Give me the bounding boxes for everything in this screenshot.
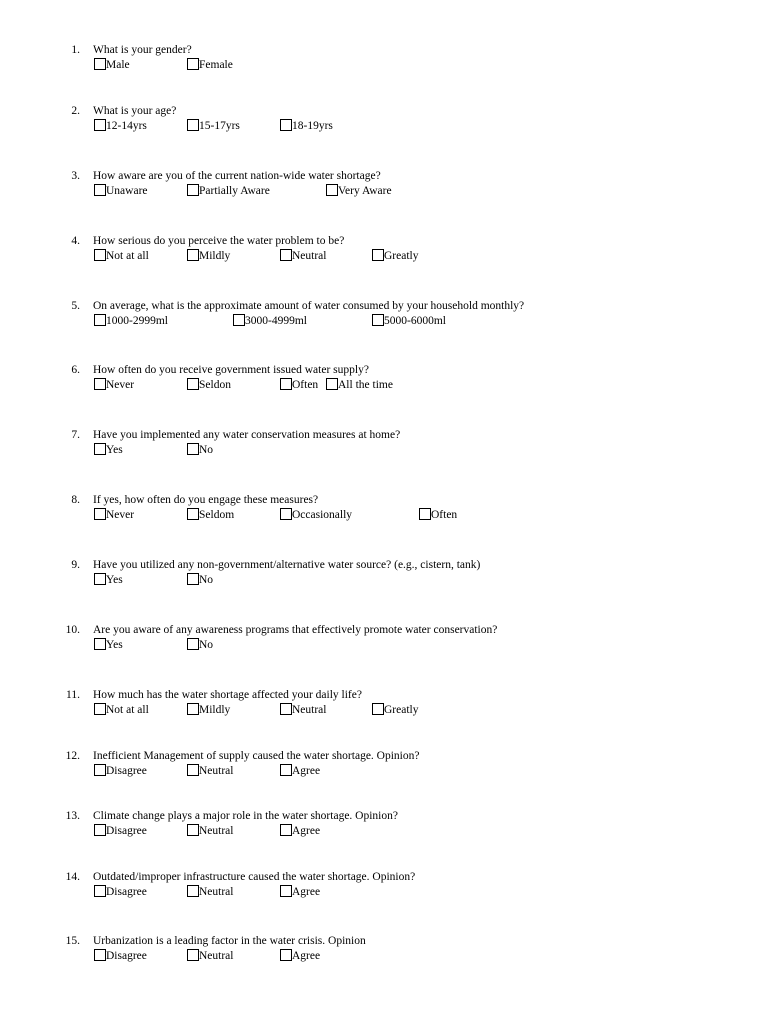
option-label: Disagree (106, 950, 147, 962)
checkbox[interactable] (187, 119, 199, 131)
question-2 (0, 104, 768, 144)
checkbox[interactable] (187, 764, 199, 776)
option-label: Often (292, 379, 319, 391)
checkbox[interactable] (94, 119, 106, 131)
option-11-1[interactable] (94, 703, 149, 718)
question-number: 12. (65, 750, 80, 762)
option-8-4[interactable] (419, 508, 457, 523)
question-4 (0, 234, 768, 274)
question-number: 13. (65, 810, 80, 822)
checkbox[interactable] (326, 378, 338, 390)
question-text: How often do you receive government issued water supply? (93, 364, 369, 376)
checkbox[interactable] (94, 314, 106, 326)
option-11-2[interactable] (187, 703, 230, 718)
option-label: Neutral (199, 950, 234, 962)
checkbox[interactable] (94, 443, 106, 455)
question-text: Have you implemented any water conservation measures at home? (93, 429, 401, 441)
option-label: Yes (106, 639, 123, 651)
option-15-2[interactable] (187, 949, 233, 964)
option-8-2[interactable] (187, 508, 234, 523)
option-8-3[interactable] (280, 508, 352, 523)
question-3 (0, 169, 768, 209)
option-6-2[interactable] (187, 378, 231, 393)
question-11 (0, 688, 768, 728)
checkbox[interactable] (94, 638, 106, 650)
option-10-2[interactable] (187, 638, 213, 653)
checkbox[interactable] (94, 573, 106, 585)
option-4-4[interactable] (372, 249, 418, 264)
option-12-1[interactable] (94, 764, 147, 779)
option-label: No (199, 444, 214, 456)
checkbox[interactable] (372, 314, 384, 326)
question-13 (0, 809, 768, 849)
checkbox[interactable] (187, 508, 199, 520)
option-4-3[interactable] (280, 249, 326, 264)
checkbox[interactable] (280, 824, 292, 836)
checkbox[interactable] (280, 703, 292, 715)
checkbox[interactable] (94, 885, 106, 897)
question-text: Are you aware of any awareness programs that effectively promote water conservation? (93, 624, 498, 636)
option-label: 3000-4999ml (245, 315, 307, 327)
option-15-1[interactable] (94, 949, 147, 964)
option-label: 12-14yrs (106, 120, 147, 132)
option-2-1[interactable] (94, 119, 147, 134)
question-text: Have you utilized any non-government/alternative water source? (e.g., cistern, tank) (93, 559, 481, 571)
question-9 (0, 558, 768, 598)
question-number: 11. (66, 689, 80, 701)
option-14-3[interactable] (280, 885, 320, 900)
option-label: Not at all (106, 250, 149, 262)
option-5-3[interactable] (372, 314, 446, 329)
question-8 (0, 493, 768, 533)
option-label: Unaware (106, 185, 148, 197)
checkbox[interactable] (187, 443, 199, 455)
option-label: Agree (292, 765, 321, 777)
option-7-1[interactable] (94, 443, 123, 458)
checkbox[interactable] (94, 764, 106, 776)
option-9-1[interactable] (94, 573, 123, 588)
option-label: Neutral (292, 250, 327, 262)
checkbox[interactable] (187, 949, 199, 961)
option-label: Male (106, 59, 130, 71)
question-text: How much has the water shortage affected your daily life? (93, 689, 362, 701)
question-number: 1. (71, 44, 80, 56)
checkbox[interactable] (280, 378, 292, 390)
question-text: How aware are you of the current nation-wide water shortage? (93, 170, 381, 182)
option-label: Agree (292, 886, 321, 898)
question-number: 7. (71, 429, 80, 441)
option-label: Never (106, 379, 135, 391)
option-label: Not at all (106, 704, 149, 716)
option-label: Mildly (199, 704, 231, 716)
question-text: What is your gender? (93, 44, 192, 56)
checkbox[interactable] (187, 638, 199, 650)
option-label: 5000-6000ml (384, 315, 446, 327)
option-11-4[interactable] (372, 703, 418, 718)
option-8-1[interactable] (94, 508, 134, 523)
checkbox[interactable] (372, 703, 384, 715)
checkbox[interactable] (94, 824, 106, 836)
option-label: Female (199, 59, 233, 71)
option-6-4[interactable] (326, 378, 393, 393)
option-label: Neutral (292, 704, 327, 716)
question-14 (0, 870, 768, 910)
option-label: All the time (338, 379, 393, 391)
option-3-1[interactable] (94, 184, 148, 199)
checkbox[interactable] (187, 703, 199, 715)
option-label: 1000-2999ml (106, 315, 168, 327)
option-label: Yes (106, 574, 123, 586)
question-number: 4. (71, 235, 80, 247)
checkbox[interactable] (280, 249, 292, 261)
option-label: Disagree (106, 825, 147, 837)
option-label: 18-19yrs (292, 120, 333, 132)
question-text: How serious do you perceive the water problem to be? (93, 235, 345, 247)
question-text: Urbanization is a leading factor in the water crisis. Opinion (93, 935, 366, 947)
question-number: 9. (71, 559, 80, 571)
option-label: Seldom (199, 509, 235, 521)
option-label: Often (431, 509, 458, 521)
question-number: 5. (71, 300, 80, 312)
question-number: 15. (65, 935, 80, 947)
checkbox[interactable] (187, 824, 199, 836)
checkbox[interactable] (372, 249, 384, 261)
option-7-2[interactable] (187, 443, 213, 458)
option-6-3[interactable] (280, 378, 318, 393)
option-1-1[interactable] (94, 58, 130, 73)
option-14-2[interactable] (187, 885, 233, 900)
option-13-2[interactable] (187, 824, 233, 839)
question-number: 3. (71, 170, 80, 182)
checkbox[interactable] (94, 184, 106, 196)
option-12-2[interactable] (187, 764, 233, 779)
checkbox[interactable] (326, 184, 338, 196)
option-label: Seldon (199, 379, 231, 391)
question-1 (0, 43, 768, 83)
option-13-1[interactable] (94, 824, 147, 839)
question-text: On average, what is the approximate amount of water consumed by your household monthly? (93, 300, 525, 312)
checkbox[interactable] (280, 949, 292, 961)
option-label: Neutral (199, 765, 234, 777)
option-11-3[interactable] (280, 703, 326, 718)
option-label: Greatly (384, 250, 419, 262)
checkbox[interactable] (233, 314, 245, 326)
option-label: Greatly (384, 704, 419, 716)
option-4-1[interactable] (94, 249, 149, 264)
option-5-2[interactable] (233, 314, 307, 329)
option-label: Very Aware (338, 185, 392, 197)
option-label: Mildly (199, 250, 231, 262)
option-label: 15-17yrs (199, 120, 240, 132)
question-number: 8. (71, 494, 80, 506)
checkbox[interactable] (187, 573, 199, 585)
option-6-1[interactable] (94, 378, 134, 393)
option-2-3[interactable] (280, 119, 333, 134)
question-number: 10. (65, 624, 80, 636)
question-text: Climate change plays a major role in the water shortage. Opinion? (93, 810, 398, 822)
option-label: Occasionally (292, 509, 353, 521)
checkbox[interactable] (187, 184, 199, 196)
checkbox[interactable] (187, 885, 199, 897)
option-label: Disagree (106, 886, 147, 898)
option-15-3[interactable] (280, 949, 320, 964)
option-label: No (199, 639, 214, 651)
checkbox[interactable] (187, 58, 199, 70)
checkbox[interactable] (94, 703, 106, 715)
option-9-2[interactable] (187, 573, 213, 588)
option-2-2[interactable] (187, 119, 240, 134)
checkbox[interactable] (94, 58, 106, 70)
option-label: Agree (292, 825, 321, 837)
checkbox[interactable] (94, 249, 106, 261)
option-10-1[interactable] (94, 638, 123, 653)
question-number: 2. (71, 105, 80, 117)
checkbox[interactable] (94, 508, 106, 520)
checkbox[interactable] (94, 378, 106, 390)
question-5 (0, 299, 768, 339)
question-10 (0, 623, 768, 663)
option-3-2[interactable] (187, 184, 270, 199)
option-label: Neutral (199, 886, 234, 898)
option-13-3[interactable] (280, 824, 320, 839)
question-15 (0, 934, 768, 974)
checkbox[interactable] (280, 119, 292, 131)
checkbox[interactable] (280, 508, 292, 520)
option-label: Neutral (199, 825, 234, 837)
option-label: Yes (106, 444, 123, 456)
checkbox[interactable] (419, 508, 431, 520)
question-text: What is your age? (93, 105, 177, 117)
question-7 (0, 428, 768, 468)
option-12-3[interactable] (280, 764, 320, 779)
checkbox[interactable] (280, 885, 292, 897)
option-label: Agree (292, 950, 321, 962)
question-6 (0, 363, 768, 403)
checkbox[interactable] (187, 249, 199, 261)
question-text: Inefficient Management of supply caused the water shortage. Opinion? (93, 750, 420, 762)
option-label: Never (106, 509, 135, 521)
checkbox[interactable] (280, 764, 292, 776)
question-text: Outdated/improper infrastructure caused the water shortage. Opinion? (93, 871, 416, 883)
option-label: Disagree (106, 765, 147, 777)
option-4-2[interactable] (187, 249, 230, 264)
option-5-1[interactable] (94, 314, 168, 329)
question-text: If yes, how often do you engage these measures? (93, 494, 319, 506)
option-14-1[interactable] (94, 885, 147, 900)
checkbox[interactable] (94, 949, 106, 961)
question-12 (0, 749, 768, 789)
question-number: 6. (71, 364, 80, 376)
option-label: No (199, 574, 214, 586)
option-label: Partially Aware (199, 185, 270, 197)
option-1-2[interactable] (187, 58, 233, 73)
checkbox[interactable] (187, 378, 199, 390)
option-3-3[interactable] (326, 184, 392, 199)
question-number: 14. (65, 871, 80, 883)
